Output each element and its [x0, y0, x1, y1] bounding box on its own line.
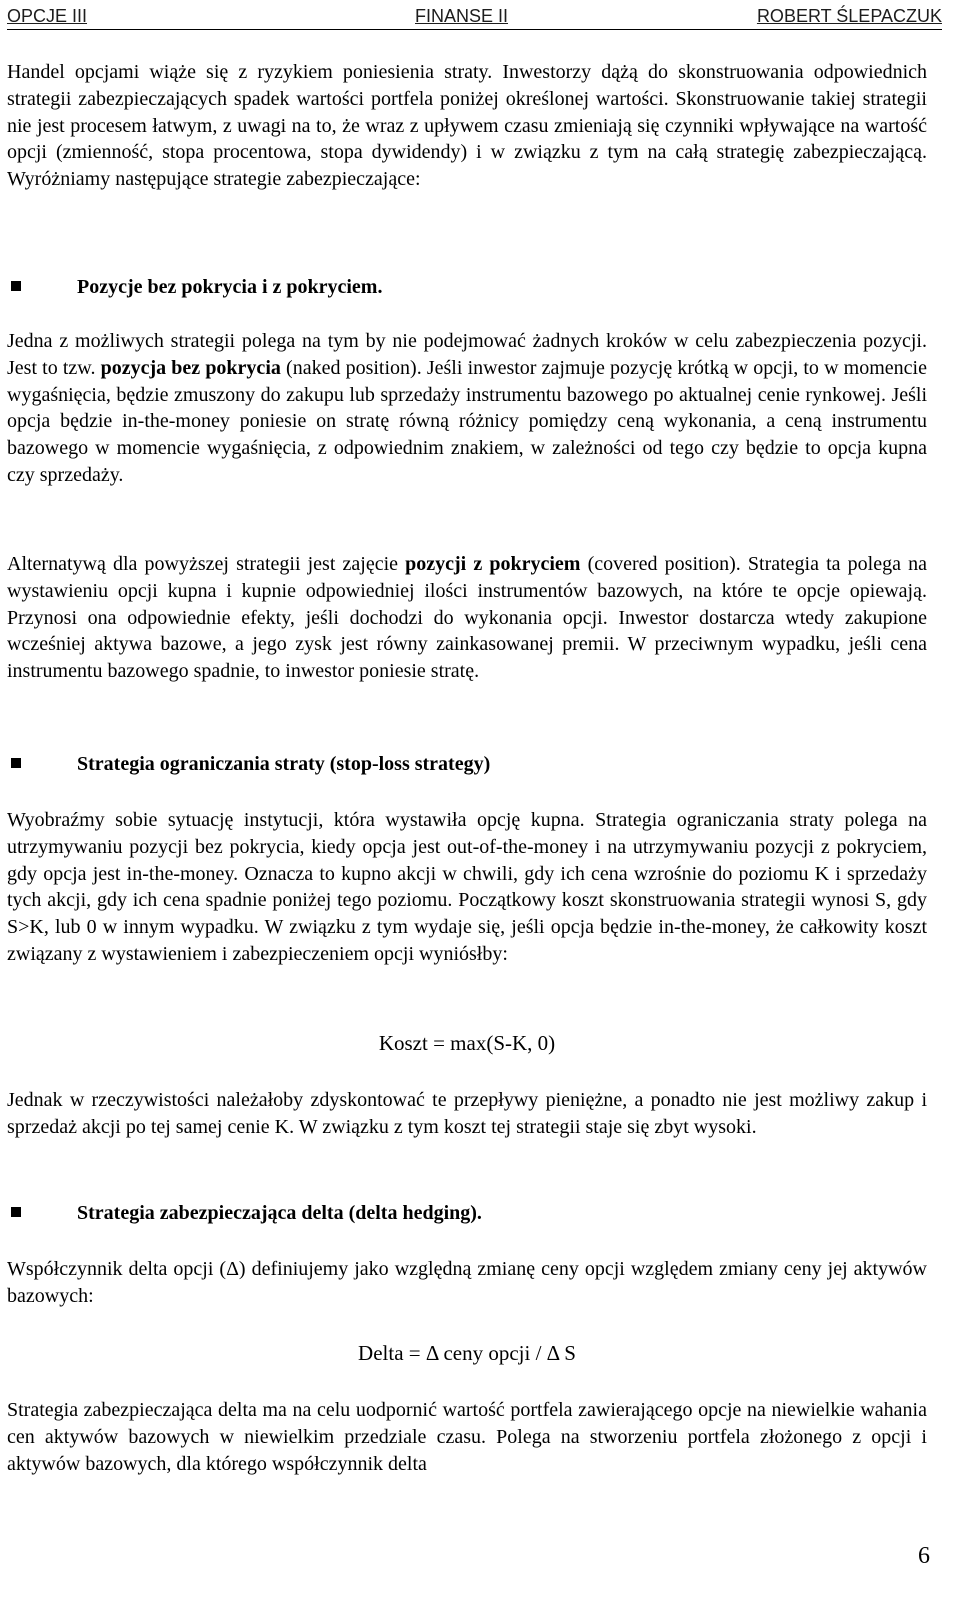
paragraph-covered-position: Alternatywą dla powyższej strategii jest zajęcie pozycji z pokryciem (covered position). Strategia ta polega na wystawieniu opcji kupna i kupnie odpowiedniej ilości instrumentów bazowych, na które te opcje opiewają. Przynosi ona odpowiednie efekty, jeśli dochodzi do wykonania opcji. Inwestor dostarcza wtedy zakupione wcześniej aktywa bazowe, a jego zysk jest równy zainkasowanej premii. W przeciwnym wypadku, jeśli cena instrumentu bazowego spadnie, to inwestor poniesie stratę. — [7, 553, 927, 683]
paragraph-delta-strategy: Strategia zabezpieczająca delta ma na celu uodpornić wartość portfela zawierającego opcje na niewielkie wahania cen aktywów bazowych w niewielkim przedziale czasu. Polega na stworzeniu portfela złożonego z opcji i aktywów bazowych, dla którego współczynnik delta — [7, 1399, 927, 1475]
section-heading-naked-covered: Pozycje bez pokrycia i z pokryciem. — [7, 273, 927, 301]
header-left: OPCJE III — [7, 6, 88, 26]
term-covered-position: pozycji z pokryciem — [405, 553, 581, 575]
term-naked-position: pozycja bez pokrycia — [100, 356, 281, 379]
paragraph-delta-definition: Współczynnik delta opcji (Δ) definiujemy jako względną zmianę ceny opcji względem zmiany ceny jej aktywów bazowych: — [7, 1258, 927, 1307]
header-center: FINANSE II — [415, 6, 509, 26]
section-heading-stop-loss: Strategia ograniczania straty (stop-loss strategy) — [7, 750, 927, 778]
header-right: ROBERT ŚLEPACZUK — [756, 6, 942, 26]
paragraph-stop-loss-2: Jednak w rzeczywistości należałoby zdyskontować te przepływy pieniężne, a ponadto nie jest możliwy zakup i sprzedaż akcji po tej samej cenie K. W związku z tym koszt tej strategii staje się zbyt wysoki. — [7, 1089, 927, 1138]
paragraph-stop-loss: Wyobraźmy sobie sytuację instytucji, która wystawiła opcję kupna. Strategia ograniczania straty polega na utrzymywaniu pozycji bez pokrycia, kiedy opcja jest out-of-the-money i na utrzymywaniu pozycji z pokryciem, gdy opcja jest in-the-money. Oznacza to kupno akcji w chwili, gdy ich cena wzrośnie do poziomu K i sprzedaży tych akcji, gdy ich cena spadnie poniżej tego poziomu. Początkowy koszt skonstruowania strategii wynosi S, gdy S>K, lub 0 w innym wypadku. W związku z tym wydaje się, jeśli opcja będzie in-the-money, że całkowity koszt związany z wystawieniem i zabezpieczeniem opcji wyniósłby: — [7, 809, 927, 965]
formula-cost: Koszt = max(S-K, 0) — [378, 1031, 556, 1055]
page-header — [7, 3, 942, 30]
page-number: 6 — [918, 1543, 930, 1569]
formula-delta: Delta = Δ ceny opcji / Δ S — [358, 1341, 576, 1365]
bullet-square-icon — [11, 281, 21, 291]
bullet-square-icon — [11, 1207, 21, 1217]
intro-paragraph: Handel opcjami wiąże się z ryzykiem poniesienia straty. Inwestorzy dążą do skonstruowania odpowiednich strategii zabezpieczających spadek wartości portfela poniżej określonej wartości. Skonstruowanie takiej strategii nie jest procesem łatwym, z uwagi na to, że wraz z upływem czasu zmieniają się czynniki wpływające na wartość opcji (zmienność, stopa procentowa, stopa dywidendy) i w związku z tym na całą strategię zabezpieczającą. Wyróżniamy następujące strategie zabezpieczające: — [7, 61, 927, 191]
bullet-square-icon — [11, 758, 21, 768]
section-heading-delta-hedging: Strategia zabezpieczająca delta (delta hedging). — [7, 1199, 927, 1227]
paragraph-naked-position: Jedna z możliwych strategii polega na tym by nie podejmować żadnych kroków w celu zabezpieczenia pozycji. Jest to tzw. pozycja bez pokrycia (naked position). Jeśli inwestor zajmuje pozycję krótką w opcji, to w momencie wygaśnięcia, będzie zmuszony do zakupu lub sprzedaży instrumentu bazowego po aktualnej cenie rynkowej. Jeśli opcja będzie in-the-money poniesie on stratę równą różnicy pomiędzy ceną wykonania, a ceną instrumentu bazowego w momencie wygaśnięcia, z odpowiednim znakiem, w zależności od tego czy będzie to opcja kupna czy sprzedaży. — [7, 330, 927, 486]
